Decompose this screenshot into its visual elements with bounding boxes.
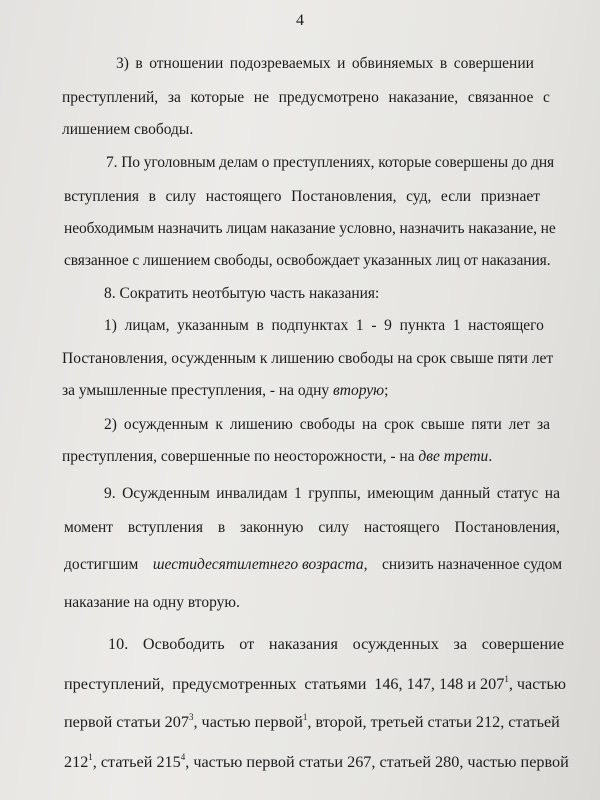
word: 1 <box>294 485 302 502</box>
word: указанным <box>177 317 249 334</box>
word: в <box>135 55 143 72</box>
word: лишению <box>229 416 293 433</box>
paragraph-8-2-line-2 <box>62 447 492 467</box>
paragraph-8-2-line-1 <box>104 415 550 435</box>
word: 2) <box>104 416 117 433</box>
word: свободы <box>299 416 356 433</box>
superscript: 3 <box>188 712 194 722</box>
paragraph-9-line-2 <box>64 518 560 538</box>
text-segment: . <box>488 448 493 465</box>
word: на <box>544 485 560 502</box>
word: от <box>239 635 255 653</box>
superscript: 1 <box>504 674 509 684</box>
word: 1 <box>452 317 461 334</box>
paragraph-8-1-line-2: Постановления, осужденным к лишению свободы на срок свыше пяти лет <box>62 350 554 367</box>
word: инвалидам <box>216 485 288 502</box>
word: которые <box>190 89 245 106</box>
word: если <box>440 188 472 205</box>
word: не <box>253 89 269 106</box>
paragraph-8-line-1: 8. Сократить неотбытую часть наказания: <box>104 285 380 302</box>
word: в <box>439 55 448 72</box>
italic-text: вторую <box>333 382 385 399</box>
text-segment <box>374 674 566 694</box>
paragraph-7-line-2 <box>64 187 540 207</box>
word: на <box>362 416 378 433</box>
word: 9 <box>384 317 392 334</box>
word: статус <box>496 485 539 502</box>
text-segment: преступлений, <box>64 675 165 693</box>
word: преступлений, <box>62 89 159 106</box>
text-segment: достигшим <box>64 556 139 573</box>
paragraph-3-line-3: лишением свободы. <box>62 121 194 138</box>
paragraph-7-line-4: связанное с лишением свободы, освобождает указанных лиц от наказания. <box>64 252 551 269</box>
word: группы, <box>308 485 361 502</box>
paragraph-7-line-1: 7. По уголовным делам о преступлениях, которые совершены до дня <box>106 154 555 171</box>
word: данный <box>440 485 491 502</box>
word: отношении <box>149 55 224 72</box>
superscript: 1 <box>302 712 308 722</box>
word: законную <box>240 519 304 536</box>
italic-text: шестидесятилетнего возраста, <box>152 556 368 573</box>
paragraph-3-line-1 <box>116 54 534 74</box>
word: предусмотрено <box>278 89 379 106</box>
word: признает <box>480 188 540 205</box>
superscript: 4 <box>180 752 186 762</box>
italic-text: две трети <box>418 448 489 465</box>
paragraph-8-1-line-3 <box>62 381 388 401</box>
text-segment: , частью <box>508 675 566 693</box>
word: осужденным <box>123 416 209 433</box>
word: вступления <box>127 519 203 536</box>
text-segment: , частью первой <box>193 713 303 731</box>
word: 9. <box>104 485 116 502</box>
word: 10. <box>108 635 129 653</box>
paragraph-10-line-4 <box>64 752 569 772</box>
text-segment: преступления, совершенные по неосторожности, - на <box>62 448 419 465</box>
word: срок <box>384 416 415 433</box>
word: к <box>215 416 223 433</box>
word: наказание, <box>388 89 459 106</box>
text-segment: первой статьи 207 <box>64 713 189 731</box>
text-segment: , статьей 215 <box>92 753 181 771</box>
word: связанное <box>467 89 534 106</box>
word: подозреваемых <box>229 55 331 72</box>
word: настоящего <box>205 188 282 205</box>
text-segment: снизить назначенное судом <box>381 556 562 573</box>
word: силу <box>318 519 350 536</box>
word: вступления <box>64 188 140 205</box>
word: суд, <box>406 188 432 205</box>
paragraph-8-1-line-1 <box>104 316 544 336</box>
word: 1 <box>355 317 364 334</box>
word: имеющим <box>367 485 434 502</box>
word: с <box>543 89 550 106</box>
word: в <box>148 188 156 205</box>
word: момент <box>64 519 114 536</box>
word: свыше <box>420 416 465 433</box>
word: совершение <box>481 635 564 653</box>
word: настоящего <box>363 519 440 536</box>
word: настоящего <box>468 317 544 334</box>
word: силу <box>165 188 197 205</box>
paragraph-9-line-4: наказание на одну вторую. <box>64 594 240 611</box>
page-number: 4 <box>296 12 304 29</box>
paragraph-9-line-3 <box>64 555 562 575</box>
word: за <box>167 89 181 106</box>
paragraph-9-line-1 <box>104 484 560 504</box>
text-segment: ; <box>384 382 389 399</box>
word: Постановления, <box>291 188 397 205</box>
superscript: 1 <box>88 752 93 762</box>
word: в <box>217 519 226 536</box>
word: Осужденным <box>122 485 210 502</box>
word: лицам, <box>124 317 170 334</box>
word: пункта <box>399 317 446 334</box>
text-segment: , частью первой статьи 267, статьей 280, частью первой <box>185 753 569 771</box>
text-segment: 212 <box>64 753 89 771</box>
word: 1) <box>104 317 117 334</box>
word: Освободить <box>142 635 225 653</box>
word: подпунктах <box>271 317 349 334</box>
word: - <box>371 317 377 334</box>
word: осужденных <box>352 635 439 653</box>
word: и <box>337 55 346 72</box>
text-segment: , второй, третьей статьи 212, статьей <box>307 713 560 731</box>
text-segment: за умышленные преступления, - на одну <box>62 382 334 399</box>
word: совершении <box>453 55 534 72</box>
word: лет <box>508 416 531 433</box>
word: обвиняемых <box>351 55 434 72</box>
paragraph-10-line-2 <box>64 674 566 694</box>
word: за <box>536 416 550 433</box>
text-segment: 146, 147, 148 и 207 <box>374 675 505 693</box>
text-segment: предусмотренных <box>172 675 297 693</box>
word: в <box>256 317 264 334</box>
word: наказания <box>268 635 338 653</box>
word: 3) <box>116 55 129 72</box>
word: Постановления, <box>454 519 560 536</box>
paragraph-3-line-2 <box>62 88 550 108</box>
paragraph-10-line-3 <box>64 712 560 732</box>
word: за <box>453 635 468 653</box>
text-segment: статьями <box>304 675 367 693</box>
word: пяти <box>471 416 502 433</box>
paragraph-10-line-1 <box>108 634 564 654</box>
paragraph-7-line-3: необходимым назначить лицам наказание условно, назначить наказание, не <box>64 220 556 237</box>
